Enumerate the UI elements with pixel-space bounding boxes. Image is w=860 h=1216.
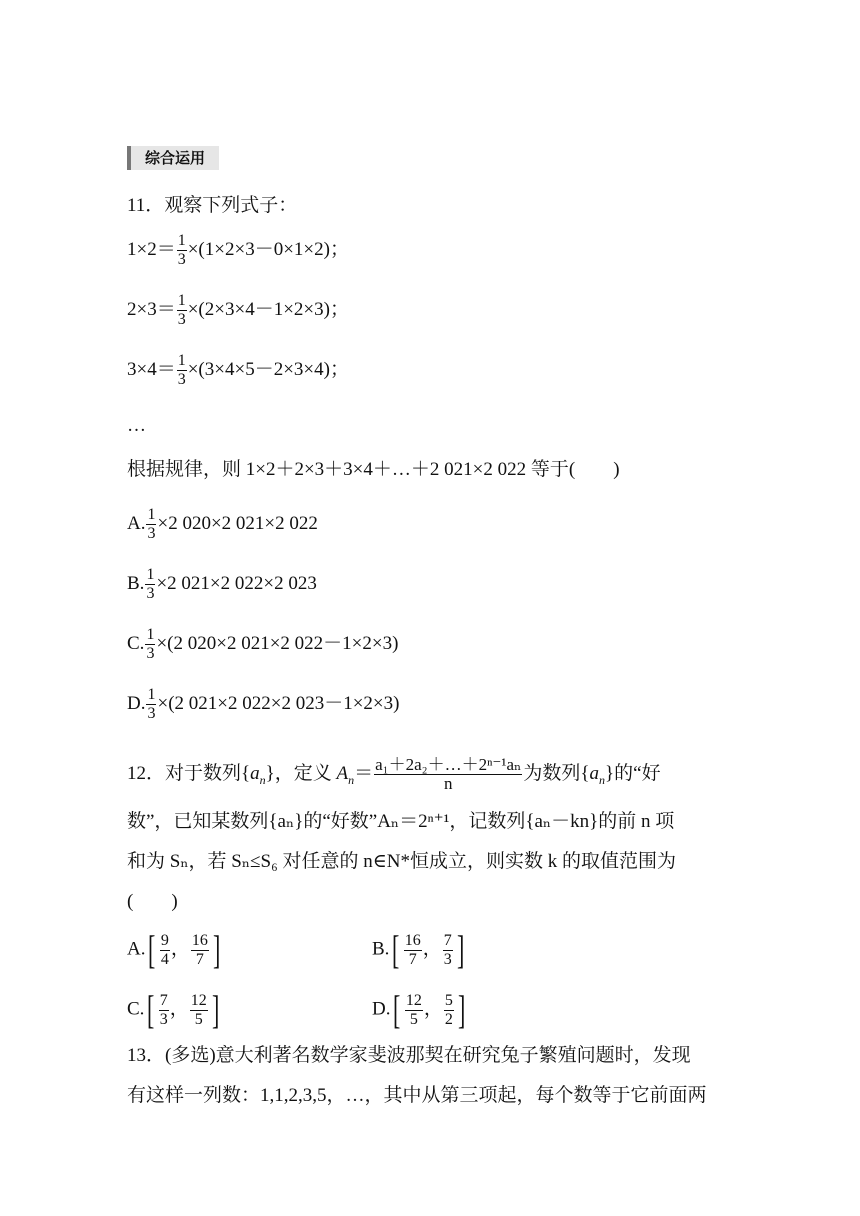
equation-left: 3×4＝ [127,358,176,380]
option-label: D. [372,998,391,1020]
equation-right: ×(2×3×4－1×2×3)； [187,298,349,320]
fraction: $\frac{12}{5}$ [190,991,207,1028]
option-label: C. [127,632,145,654]
section-title: 综合运用 [127,146,219,170]
q13-line-1: 13．(多选)意大利著名数学家斐波那契在研究兔子繁殖问题时，发现 [127,1045,691,1066]
q12-line-2: 数”，已知某数列{aₙ}的“好数”Aₙ＝2ⁿ⁺¹，记数列{aₙ－kn}的前 n 项 [127,811,675,832]
bracket-close: ] [211,987,220,1032]
symbol: $a_n$ [250,762,266,787]
bracket-open: [ [392,927,400,972]
text: ＝ [354,762,374,784]
q12-option-c[interactable] [127,987,222,1032]
q12-option-d[interactable] [372,987,468,1032]
q11-equation-3 [127,352,349,389]
q12-line-1 [127,756,661,793]
fraction: $\frac{1}{3}$ [147,506,156,542]
fraction: $\frac{16}{7}$ [191,931,208,968]
q11-question: 根据规律，则 1×2＋2×3＋3×4＋…＋2 021×2 022 等于( ) [127,459,620,480]
q11-equation-1 [127,232,349,269]
bracket-open: [ [147,987,155,1032]
fraction: $\frac{12}{5}$ [405,991,422,1028]
fraction: $\frac{1}{3}$ [177,292,186,328]
symbol: $a_n$ [589,762,606,787]
text: 12．对于数列{ [127,762,251,784]
bracket-close: ] [457,987,466,1032]
comma: ， [169,998,189,1020]
comma: ， [170,938,190,960]
equation-right: ×(3×4×5－2×3×4)； [187,358,349,380]
fraction: $\frac{7}{3}$ [443,931,452,968]
q11-option-a[interactable] [127,506,318,543]
bracket-open: [ [148,927,156,972]
q11-option-d[interactable] [127,686,399,723]
option-label: A. [127,938,146,960]
fraction: $\frac{1}{3}$ [147,686,156,722]
q12-paren: ( ) [127,891,178,912]
option-label: C. [127,998,145,1020]
option-text: ×2 021×2 022×2 023 [156,572,317,594]
fraction: $\frac{9}{4}$ [160,931,169,968]
fraction: $\frac{1}{3}$ [146,626,155,662]
equation-left: 1×2＝ [127,238,176,260]
q11-ellipsis: … [127,415,146,436]
q12-option-a[interactable] [127,927,223,972]
q11-stem: 11．观察下列式子： [127,195,298,216]
option-label: D. [127,692,146,714]
fraction: $\frac{16}{7}$ [404,931,421,968]
q11-equation-2 [127,292,349,329]
fraction: $\frac{1}{3}$ [146,566,155,602]
q11-option-c[interactable] [127,626,398,663]
option-label: B. [127,572,145,594]
equation-left: 2×3＝ [127,298,176,320]
q13-line-2: 有这样一列数：1,1,2,3,5，…，其中从第三项起，每个数等于它前面两 [127,1085,707,1106]
text: }的“好 [605,762,661,784]
option-label: A. [127,512,146,534]
fraction: $\frac{5}{2}$ [444,991,453,1028]
bracket-open: [ [393,987,401,1032]
q12-line-3: 和为 Sₙ，若 Sₙ≤S₆ 对任意的 n∈N*恒成立，则实数 k 的取值范围为 [127,851,676,872]
text: 为数列{ [523,762,590,784]
option-label: B. [372,938,390,960]
bracket-close: ] [456,927,465,972]
fraction: $\frac{7}{3}$ [159,991,168,1028]
text: }，定义 [265,762,337,784]
q12-option-b[interactable] [372,927,467,972]
good-number-fraction: $\frac{\text{a₁＋2a₂＋…＋2ⁿ⁻¹aₙ}}{n}$ [375,755,522,793]
bracket-close: ] [212,927,221,972]
option-text: ×(2 021×2 022×2 023－1×2×3) [157,692,400,714]
equation-right: ×(1×2×3－0×1×2)； [187,238,349,260]
fraction: $\frac{1}{3}$ [177,352,186,388]
fraction: $\frac{1}{3}$ [177,232,186,268]
comma: ， [423,998,443,1020]
q11-option-b[interactable] [127,566,317,603]
comma: ， [422,938,442,960]
option-text: ×(2 020×2 021×2 022－1×2×3) [156,632,399,654]
option-text: ×2 020×2 021×2 022 [157,512,318,534]
symbol: $A_n$ [336,762,355,787]
